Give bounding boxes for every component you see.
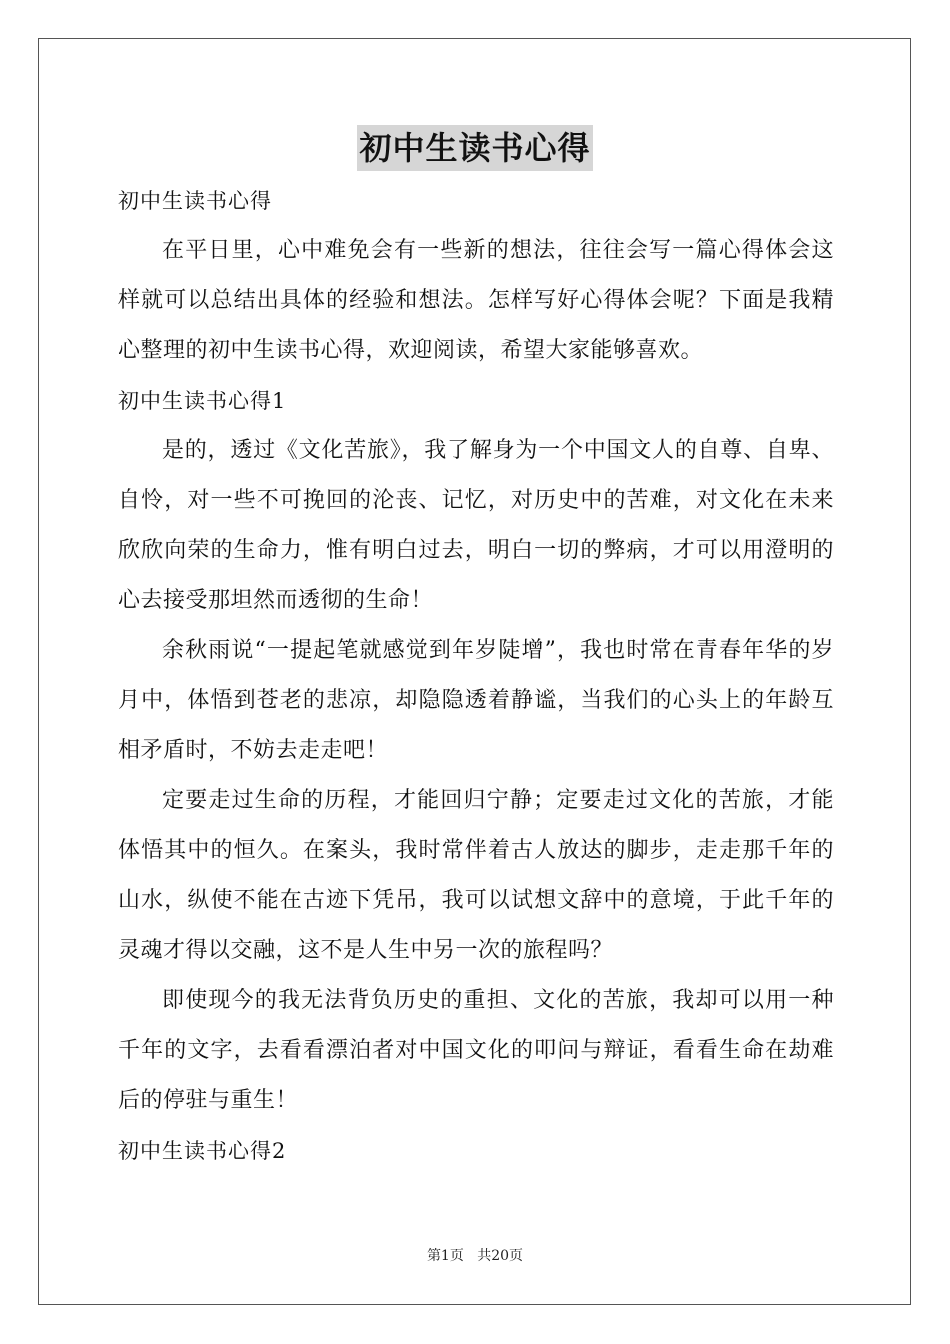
section-1-heading: 初中生读书心得1	[118, 389, 287, 413]
section-2-heading: 初中生读书心得2	[118, 1139, 287, 1163]
section-1-paragraph-2: 余秋雨说“一提起笔就感觉到年岁陡增”，我也时常在青春年华的岁月中，体悟到苍老的悲凉，却隐隐透着静谧，当我们的心头上的年龄互相矛盾时，不妨去走走吧！	[118, 638, 834, 763]
page-title: 初中生读书心得	[357, 125, 592, 171]
section-1-paragraph-3: 定要走过生命的历程，才能回归宁静；定要走过文化的苦旅，才能体悟其中的恒久。在案头，我时常伴着古人放达的脚步，走走那千年的山水，纵使不能在古迹下凭吊，我可以试想文辞中的意境，于此千年的灵魂才得以交融，这不是人生中另一次的旅程吗？	[118, 788, 834, 963]
document-body	[118, 176, 834, 1176]
page-total: 共20页	[477, 1248, 524, 1264]
title-container	[0, 125, 950, 171]
subtitle: 初中生读书心得	[118, 189, 272, 213]
section-1-paragraph-4: 即使现今的我无法背负历史的重担、文化的苦旅，我却可以用一种千年的文字，去看看漂泊者对中国文化的叩问与辩证，看看生命在劫难后的停驻与重生！	[118, 988, 834, 1113]
section-1-paragraph-1: 是的，透过《文化苦旅》，我了解身为一个中国文人的自尊、自卑、自怜，对一些不可挽回的沦丧、记忆，对历史中的苦难，对文化在未来欣欣向荣的生命力，惟有明白过去，明白一切的弊病，才可以用澄明的心去接受那坦然而透彻的生命！	[118, 438, 834, 613]
intro-paragraph: 在平日里，心中难免会有一些新的想法，往往会写一篇心得体会这样就可以总结出具体的经验和想法。怎样写好心得体会呢？下面是我精心整理的初中生读书心得，欢迎阅读，希望大家能够喜欢。	[118, 238, 834, 363]
footer-spacer	[464, 1248, 477, 1264]
page-number: 第1页	[426, 1248, 464, 1264]
page-footer	[0, 1246, 950, 1266]
